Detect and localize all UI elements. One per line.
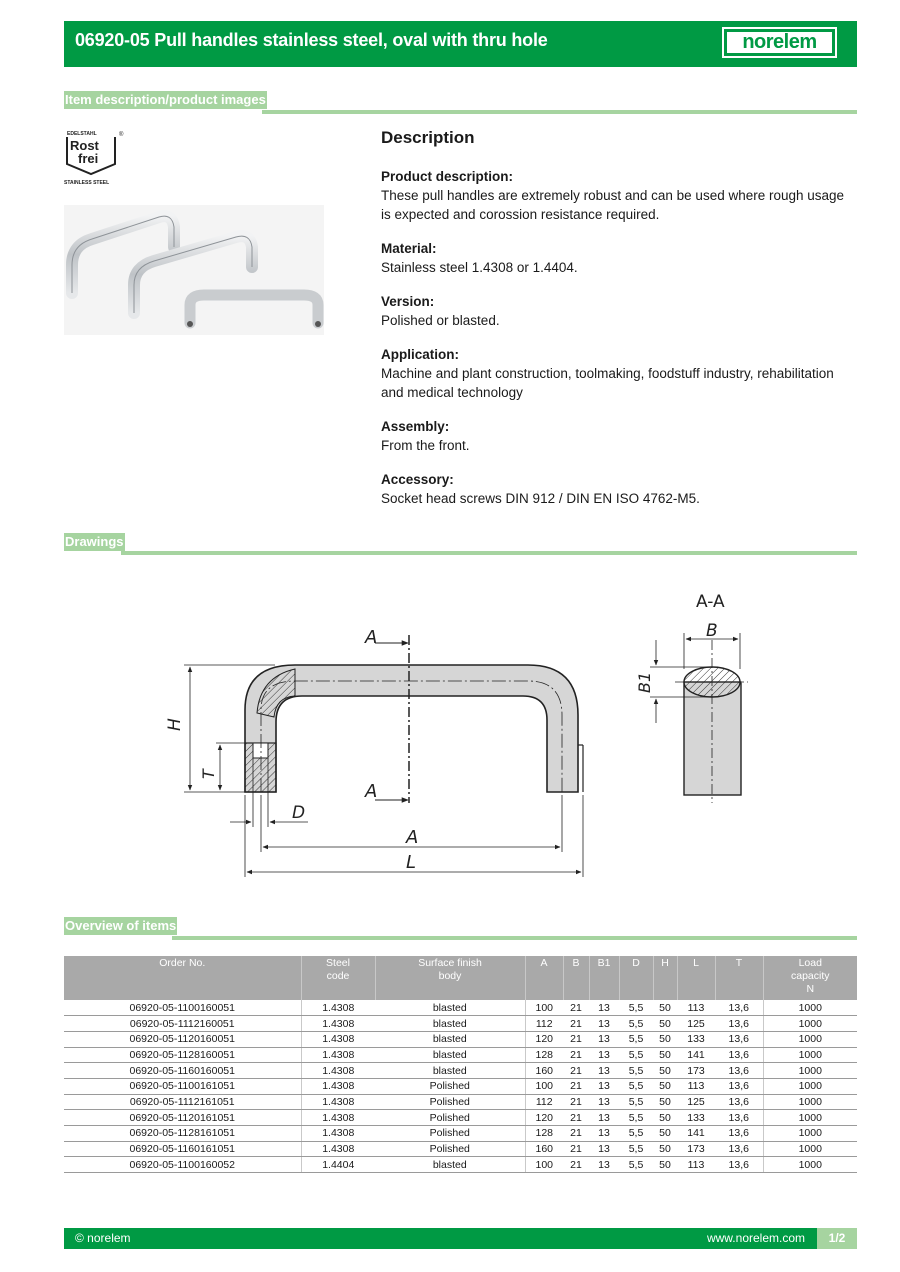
table-cell: 21: [563, 1126, 589, 1142]
badge-line2: frei: [78, 151, 99, 166]
table-cell: 1000: [763, 1016, 857, 1032]
label-d: D: [292, 803, 306, 823]
table-cell: 141: [677, 1126, 715, 1142]
table-cell: 1000: [763, 1047, 857, 1063]
table-cell: 13: [589, 1000, 619, 1016]
table-cell: 13,6: [715, 1063, 763, 1079]
table-cell: 50: [653, 1047, 677, 1063]
desc-text: From the front.: [381, 438, 470, 453]
table-cell: 13: [589, 1078, 619, 1094]
table-cell: 21: [563, 1094, 589, 1110]
section-divider: [262, 110, 857, 114]
table-cell: 50: [653, 1141, 677, 1157]
table-header-cell: A: [525, 956, 563, 1000]
label-h: H: [165, 718, 185, 731]
badge-bottom-text: STAINLESS STEEL: [64, 180, 110, 186]
table-cell: 128: [525, 1126, 563, 1142]
table-cell: 5,5: [619, 1141, 653, 1157]
desc-text: These pull handles are extremely robust and can be used where rough usage is expected and corossion resistance required.: [381, 188, 845, 222]
table-cell: 06920-05-1112160051: [64, 1016, 301, 1032]
table-cell: 5,5: [619, 1126, 653, 1142]
table-cell: 50: [653, 1126, 677, 1142]
table-cell: 13,6: [715, 1157, 763, 1173]
table-cell: blasted: [375, 1157, 525, 1173]
table-cell: 13,6: [715, 1031, 763, 1047]
footer-copyright: © norelem: [75, 1231, 131, 1245]
section-label-item-description: Item description/product images: [65, 92, 266, 107]
desc-label: Application:: [381, 347, 459, 362]
section-label-overview: Overview of items: [65, 918, 177, 933]
table-cell: 1.4308: [301, 1078, 375, 1094]
table-header-cell: D: [619, 956, 653, 1000]
section-view-body: [684, 682, 741, 795]
table-cell: 100: [525, 1000, 563, 1016]
table-cell: Polished: [375, 1078, 525, 1094]
table-header-cell: Steel code: [301, 956, 375, 1000]
table-cell: 5,5: [619, 1016, 653, 1032]
table-row: [64, 1094, 857, 1110]
table-cell: 160: [525, 1141, 563, 1157]
table-cell: 5,5: [619, 1031, 653, 1047]
table-cell: blasted: [375, 1016, 525, 1032]
table-row: [64, 1078, 857, 1094]
table-cell: 50: [653, 1078, 677, 1094]
table-cell: 50: [653, 1016, 677, 1032]
table-cell: 21: [563, 1141, 589, 1157]
desc-text: Socket head screws DIN 912 / DIN EN ISO 4762-M5.: [381, 491, 700, 506]
table-cell: 06920-05-1128160051: [64, 1047, 301, 1063]
table-cell: Polished: [375, 1141, 525, 1157]
table-cell: 1.4308: [301, 1016, 375, 1032]
table-cell: 06920-05-1120160051: [64, 1031, 301, 1047]
desc-block-accessory: [381, 470, 851, 508]
section-divider: [172, 936, 857, 940]
table-cell: 21: [563, 1000, 589, 1016]
description-panel: [381, 128, 851, 523]
table-cell: Polished: [375, 1126, 525, 1142]
label-t: T: [199, 769, 218, 779]
table-cell: 1.4404: [301, 1157, 375, 1173]
table-cell: 06920-05-1112161051: [64, 1094, 301, 1110]
footer-page-number: 1/2: [817, 1228, 857, 1249]
table-cell: 113: [677, 1078, 715, 1094]
table-cell: 06920-05-1160161051: [64, 1141, 301, 1157]
desc-text: Machine and plant construction, toolmaking, foodstuff industry, rehabilitation and medical technology: [381, 366, 834, 400]
table-cell: 13: [589, 1047, 619, 1063]
table-cell: 160: [525, 1063, 563, 1079]
table-cell: 1.4308: [301, 1094, 375, 1110]
table-cell: 13: [589, 1031, 619, 1047]
table-cell: 173: [677, 1141, 715, 1157]
table-header-cell: B: [563, 956, 589, 1000]
table-cell: blasted: [375, 1047, 525, 1063]
table-cell: 13: [589, 1141, 619, 1157]
table-cell: 120: [525, 1110, 563, 1126]
table-cell: 120: [525, 1031, 563, 1047]
table-cell: 13: [589, 1126, 619, 1142]
desc-block-application: [381, 345, 851, 402]
table-header-cell: B1: [589, 956, 619, 1000]
table-cell: 21: [563, 1078, 589, 1094]
table-cell: 5,5: [619, 1000, 653, 1016]
table-cell: 21: [563, 1063, 589, 1079]
table-header-cell: H: [653, 956, 677, 1000]
label-l: L: [406, 852, 417, 873]
desc-text: Stainless steel 1.4308 or 1.4404.: [381, 260, 578, 275]
label-section-view: A-A: [696, 592, 725, 612]
table-header-cell: T: [715, 956, 763, 1000]
desc-label: Version:: [381, 294, 435, 309]
section-label-drawings: Drawings: [65, 534, 124, 549]
desc-block-assembly: [381, 417, 851, 455]
footer-bar: [64, 1228, 857, 1249]
table-cell: Polished: [375, 1110, 525, 1126]
table-cell: 50: [653, 1000, 677, 1016]
table-row: [64, 1063, 857, 1079]
table-cell: blasted: [375, 1063, 525, 1079]
table-cell: 125: [677, 1016, 715, 1032]
desc-text: Polished or blasted.: [381, 313, 500, 328]
table-cell: 1.4308: [301, 1047, 375, 1063]
table-cell: 141: [677, 1047, 715, 1063]
table-cell: 13,6: [715, 1016, 763, 1032]
table-cell: 13,6: [715, 1000, 763, 1016]
table-cell: 5,5: [619, 1110, 653, 1126]
table-cell: 06920-05-1100160052: [64, 1157, 301, 1173]
page-title: 06920-05 Pull handles stainless steel, oval with thru hole: [75, 30, 548, 50]
table-cell: 50: [653, 1031, 677, 1047]
table-row: [64, 1126, 857, 1142]
badge-registered-mark: ®: [119, 132, 124, 138]
table-row: [64, 1157, 857, 1173]
header-bar: [64, 21, 857, 67]
table-cell: 113: [677, 1000, 715, 1016]
table-header-cell: Surface finish body: [375, 956, 525, 1000]
table-cell: 13: [589, 1157, 619, 1173]
table-cell: 50: [653, 1063, 677, 1079]
table-cell: 5,5: [619, 1078, 653, 1094]
table-cell: 133: [677, 1110, 715, 1126]
handle-centerline: [261, 681, 562, 792]
table-cell: 50: [653, 1110, 677, 1126]
section-divider: [121, 551, 857, 555]
stainless-steel-badge: [64, 130, 128, 188]
table-cell: 21: [563, 1016, 589, 1032]
desc-block-version: [381, 292, 851, 330]
table-cell: 13: [589, 1094, 619, 1110]
table-cell: 21: [563, 1157, 589, 1173]
badge-line1: Rost: [70, 138, 99, 153]
table-cell: 1000: [763, 1141, 857, 1157]
desc-block-product: [381, 167, 851, 224]
description-heading: Description: [381, 128, 475, 147]
table-cell: 1000: [763, 1000, 857, 1016]
badge-top-text: EDELSTAHL: [67, 131, 97, 137]
table-cell: 125: [677, 1094, 715, 1110]
table-cell: 21: [563, 1047, 589, 1063]
desc-block-material: [381, 239, 851, 277]
table-cell: 1.4308: [301, 1126, 375, 1142]
table-cell: 1000: [763, 1078, 857, 1094]
table-cell: 50: [653, 1094, 677, 1110]
table-cell: 1000: [763, 1063, 857, 1079]
table-cell: 1.4308: [301, 1031, 375, 1047]
screw-hole-left: [187, 321, 193, 327]
table-cell: 21: [563, 1031, 589, 1047]
table-cell: 1000: [763, 1157, 857, 1173]
table-cell: 13: [589, 1016, 619, 1032]
desc-label: Assembly:: [381, 419, 450, 434]
table-cell: 13,6: [715, 1094, 763, 1110]
table-header-cell: Load capacity N: [763, 956, 857, 1000]
table-cell: 1000: [763, 1110, 857, 1126]
table-cell: Polished: [375, 1094, 525, 1110]
table-header-cell: L: [677, 956, 715, 1000]
norelem-logo: [722, 27, 837, 58]
table-cell: 13: [589, 1063, 619, 1079]
table-cell: 1.4308: [301, 1141, 375, 1157]
table-cell: 5,5: [619, 1094, 653, 1110]
label-b: B: [706, 621, 718, 641]
table-cell: 173: [677, 1063, 715, 1079]
logo-text: norelem: [727, 32, 832, 53]
table-cell: 50: [653, 1157, 677, 1173]
table-cell: 06920-05-1100160051: [64, 1000, 301, 1016]
table-row: [64, 1000, 857, 1016]
table-cell: 21: [563, 1110, 589, 1126]
desc-label: Accessory:: [381, 472, 454, 487]
table-cell: 06920-05-1128161051: [64, 1126, 301, 1142]
table-cell: 112: [525, 1094, 563, 1110]
table-cell: 5,5: [619, 1063, 653, 1079]
table-cell: 113: [677, 1157, 715, 1173]
desc-label: Material:: [381, 241, 437, 256]
table-row: [64, 1141, 857, 1157]
table-cell: 5,5: [619, 1047, 653, 1063]
table-cell: blasted: [375, 1031, 525, 1047]
table-row: [64, 1031, 857, 1047]
table-cell: 133: [677, 1031, 715, 1047]
table-cell: 112: [525, 1016, 563, 1032]
table-cell: 13,6: [715, 1078, 763, 1094]
table-cell: 1000: [763, 1031, 857, 1047]
table-cell: 1.4308: [301, 1063, 375, 1079]
table-cell: 1.4308: [301, 1000, 375, 1016]
technical-drawing: [150, 585, 770, 885]
table-cell: blasted: [375, 1000, 525, 1016]
table-cell: 13: [589, 1110, 619, 1126]
footer-website-link[interactable]: www.norelem.com: [706, 1231, 805, 1245]
label-section-a-bottom: A: [365, 781, 378, 802]
table-header-cell: Order No.: [64, 956, 301, 1000]
table-row: [64, 1047, 857, 1063]
table-cell: 1.4308: [301, 1110, 375, 1126]
thread-hole: [253, 743, 268, 758]
label-b1: B1: [635, 671, 654, 693]
table-cell: 5,5: [619, 1157, 653, 1173]
desc-label: Product description:: [381, 169, 514, 184]
table-cell: 13,6: [715, 1141, 763, 1157]
product-image: [64, 205, 324, 335]
table-row: [64, 1110, 857, 1126]
label-a: A: [406, 827, 419, 848]
items-table: [64, 956, 857, 1173]
table-cell: 128: [525, 1047, 563, 1063]
table-cell: 100: [525, 1157, 563, 1173]
table-cell: 06920-05-1120161051: [64, 1110, 301, 1126]
table-cell: 1000: [763, 1094, 857, 1110]
table-cell: 06920-05-1160160051: [64, 1063, 301, 1079]
table-row: [64, 1016, 857, 1032]
table-body: [64, 1000, 857, 1173]
table-cell: 100: [525, 1078, 563, 1094]
screw-hole-right: [315, 321, 321, 327]
label-section-a-top: A: [365, 627, 378, 648]
table-cell: 13,6: [715, 1110, 763, 1126]
table-header-row: [64, 956, 857, 1000]
table-cell: 13,6: [715, 1126, 763, 1142]
table-cell: 06920-05-1100161051: [64, 1078, 301, 1094]
table-cell: 13,6: [715, 1047, 763, 1063]
table-cell: 1000: [763, 1126, 857, 1142]
